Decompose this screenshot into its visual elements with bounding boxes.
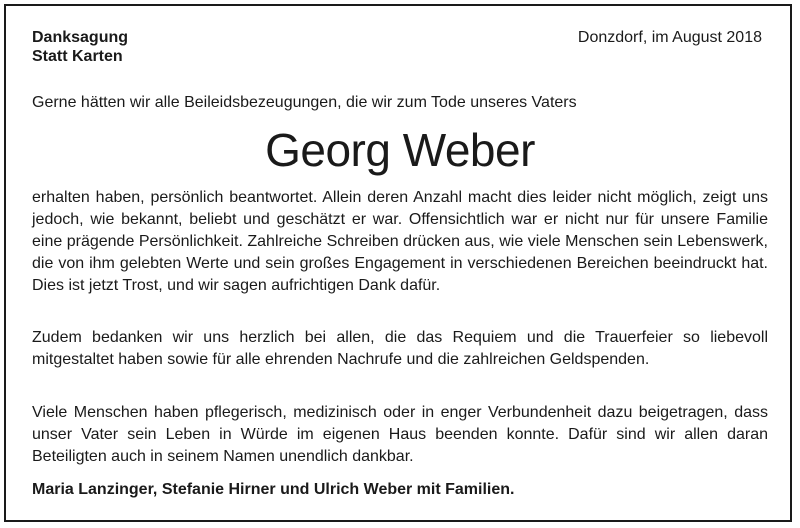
paragraph-requiem: Zudem bedanken wir uns herzlich bei allen, die das Requiem und die Trauerfeier so liebevoll mitgestaltet haben sowie für alle ehrenden Nachrufe und die zahlreichen Geldspenden. [32,329,768,368]
intro-text: Gerne hätten wir alle Beileidsbezeugungen, die wir zum Tode unseres Vaters [32,94,577,111]
signature: Maria Lanzinger, Stefanie Hirner und Ulrich Weber mit Familien. [32,481,515,498]
notice-header [32,28,128,66]
notice-type: Danksagung [32,29,129,46]
paragraph-care: Viele Menschen haben pflegerisch, medizinisch oder in enger Verbundenheit dazu beigetragen, dass unser Vater sein Leben in Würde im eigenen Haus beenden konnte. Dafür sind wir allen daran Beteiligten auch in seinem Namen unendlich dankbar. [32,404,768,465]
paragraph-thanks: erhalten haben, persönlich beantwortet. Allein deren Anzahl macht dies leider nicht möglich, zeigt uns jedoch, wie bekannt, beliebt und geschätzt er war. Offensichtlich war er nicht nur für unsere Familie eine prägende Persönlichkeit. Zahlreiche Schreiben drücken aus, wie viele Menschen sein Lebenswerk, die von ihm gelebten Werte und sein großes Engagement in verschiedenen Bereichen beeindruckt hat. Dies ist jetzt Trost, und wir sagen aufrichtigen Dank dafür. [32,189,768,294]
deceased-name: Georg Weber [265,124,535,176]
notice-subtype: Statt Karten [32,48,123,65]
place-date: Donzdorf, im August 2018 [577,29,762,46]
